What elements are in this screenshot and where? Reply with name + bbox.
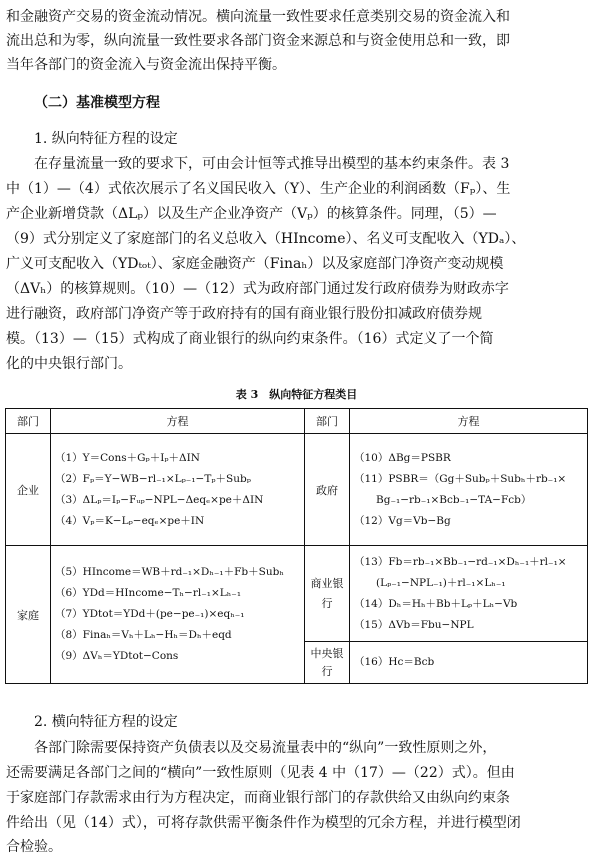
para1-line-7: 进行融资，政府部门净资产等于政府持有的国有商业银行股份扣减政府债券规: [6, 306, 482, 322]
subsection-1-title: 1. 纵向特征方程的设定: [34, 131, 178, 147]
para1-line-4: （9）式分别定义了家庭部门的名义总收入（HIncome）、名义可支配收入（YDₐ）、: [6, 231, 526, 247]
equation-14: （14）Dₕ＝Hₕ＋Bb＋Lₚ＋Lₕ−Vb: [354, 597, 518, 610]
para1-line-5: 广义可支配收入（YDₜₒₜ）、家庭金融资产（Finaₕ）以及家庭部门净资产变动规模: [6, 256, 504, 272]
table-row: [6, 546, 588, 642]
intro-line-2: 流出总和为零，纵向流量一致性要求各部门资金来源总和与资金使用总和一致，即: [6, 33, 510, 49]
equation-7: （7）YDtot＝YDd＋(pe−pe₋₁)×eqₕ₋₁: [55, 608, 245, 620]
para2-line-5: 合检验。: [6, 839, 62, 855]
dept-central-bank: 中央银行: [305, 642, 350, 684]
equation-4: （4）Vₚ＝K−Lₚ−eqₑ×pe＋IN: [55, 514, 205, 527]
intro-line-3: 当年各部门的资金流入与资金流出保持平衡。: [6, 57, 286, 73]
para1-line-3: 产企业新增贷款（ΔLₚ）以及生产企业净资产（Vₚ）的核算条件。同理，（5）—: [6, 206, 497, 222]
central-bank-equations: [350, 642, 588, 684]
header-equation-right: 方程: [350, 409, 588, 434]
equation-1: （1）Y＝Cons＋Gₚ＋Iₚ＋ΔIN: [55, 451, 200, 464]
header-dept-right: 部门: [305, 409, 350, 434]
table-caption: 表 3 纵向特征方程类目: [235, 388, 358, 401]
para1-line-1: 在存量流量一致的要求下，可由会计恒等式推导出模型的基本约束条件。表 3: [34, 156, 510, 172]
equation-2: （2）Fₚ＝Y−WB−rl₋₁×Lₚ₋₁−Tₚ＋Subₚ: [55, 472, 251, 485]
para2-line-4: 件给出（见（14）式），可将存款供需平衡条件作为模型的冗余方程，并进行模型闭: [6, 815, 521, 831]
equation-9: （9）ΔVₕ＝YDtot−Cons: [55, 650, 179, 662]
section-heading: （二）基准模型方程: [34, 95, 160, 111]
equation-11b: Bg₋₁−rb₋₁×Bcb₋₁−TA−Fcb）: [376, 493, 532, 506]
equation-15: （15）ΔVb＝Fbu−NPL: [354, 618, 474, 631]
header-equation-left: 方程: [51, 409, 305, 434]
para1-line-9: 化的中央银行部门。: [6, 356, 132, 372]
table-row: [6, 434, 588, 546]
dept-household: 家庭: [6, 546, 51, 684]
equation-13a: （13）Fb＝rb₋₁×Bb₋₁−rd₋₁×Dₕ₋₁＋rl₋₁×: [354, 555, 567, 568]
equation-table: [5, 408, 588, 684]
equation-8: （8）Finaₕ＝Vₕ＋Lₕ−Hₕ＝Dₕ＋eqd: [55, 629, 232, 641]
para2-line-3: 于家庭部门存款需求由行为方程决定，而商业银行部门的存款供给又由纵向约束条: [6, 790, 510, 806]
household-equations: [51, 546, 305, 684]
para1-line-6: （ΔVₕ）的核算规则。（10）—（12）式为政府部门通过发行政府债券为财政赤字: [6, 281, 509, 297]
equation-10: （10）ΔBg＝PSBR: [354, 451, 451, 464]
equation-16: （16）Hc＝Bcb: [354, 656, 435, 668]
equation-11a: （11）PSBR＝（Gg＋Subₚ＋Subₕ＋rb₋₁×: [354, 472, 567, 485]
subsection-2-title: 2. 横向特征方程的设定: [34, 714, 178, 730]
table-header-row: [6, 409, 588, 434]
para2-line-1: 各部门除需要保持资产负债表以及交易流量表中的“纵向”一致性原则之外，: [34, 740, 497, 756]
para1-line-2: 中（1）—（4）式依次展示了名义国民收入（Y）、生产企业的利润函数（Fₚ）、生: [6, 181, 511, 197]
equation-3: （3）ΔLₚ＝Iₚ−Fᵤₚ−NPL−Δeqₑ×pe＋ΔIN: [55, 493, 264, 506]
dept-government: 政府: [305, 434, 350, 546]
equation-6: （6）YDd＝HIncome−Tₕ−rl₋₁×Lₕ₋₁: [55, 587, 242, 599]
header-dept-left: 部门: [6, 409, 51, 434]
para1-line-8: 模。（13）—（15）式构成了商业银行的纵向约束条件。（16）式定义了一个简: [6, 331, 494, 347]
equation-12: （12）Vg＝Vb−Bg: [354, 514, 451, 527]
equation-13b: (Lₚ₋₁−NPL₋₁)＋rl₋₁×Lₕ₋₁: [376, 576, 506, 589]
bank-equations: [350, 546, 588, 642]
dept-commercial-bank: 商业银行: [305, 546, 350, 642]
enterprise-equations: [51, 434, 305, 546]
intro-line-1: 和金融资产交易的资金流动情况。横向流量一致性要求任意类别交易的资金流入和: [6, 9, 510, 25]
para2-line-2: 还需要满足各部门之间的“横向”一致性原则（见表 4 中（17）—（22）式）。但由: [6, 765, 515, 781]
equation-5: （5）HIncome＝WB＋rd₋₁×Dₕ₋₁＋Fb＋Subₕ: [55, 566, 284, 578]
government-equations: [350, 434, 588, 546]
dept-enterprise: 企业: [6, 434, 51, 546]
